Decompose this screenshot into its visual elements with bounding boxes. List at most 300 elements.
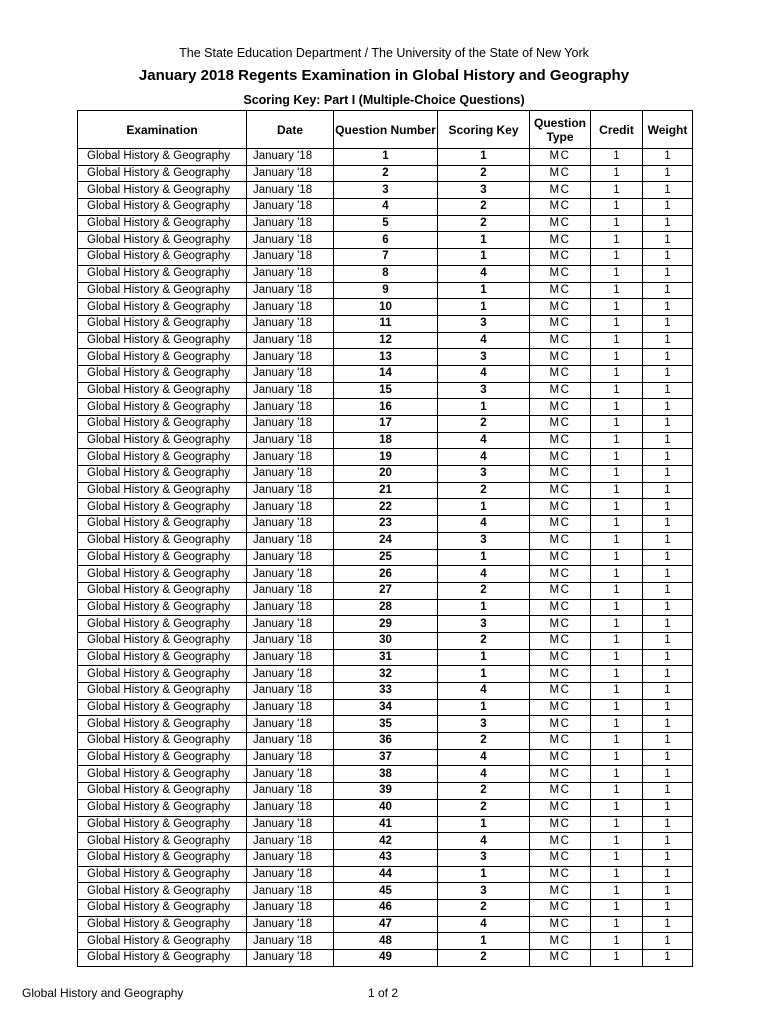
cell-date: January '18 [247,499,334,516]
cell-weight: 1 [643,632,693,649]
cell-question-type: MC [530,499,591,516]
cell-examination: Global History & Geography [78,716,247,733]
cell-examination: Global History & Geography [78,332,247,349]
cell-date: January '18 [247,566,334,583]
cell-question-type: MC [530,482,591,499]
cell-question-type: MC [530,315,591,332]
cell-credit: 1 [591,566,643,583]
cell-weight: 1 [643,382,693,399]
cell-date: January '18 [247,783,334,800]
cell-question-number: 39 [334,783,438,800]
table-row [78,482,693,499]
cell-question-type: MC [530,149,591,166]
cell-scoring-key: 2 [438,215,530,232]
table-row [78,733,693,750]
table-row [78,866,693,883]
cell-question-number: 35 [334,716,438,733]
exam-title: January 2018 Regents Examination in Global History and Geography [138,67,630,84]
cell-credit: 1 [591,883,643,900]
cell-date: January '18 [247,182,334,199]
cell-weight: 1 [643,950,693,967]
table-row [78,299,693,316]
cell-date: January '18 [247,315,334,332]
cell-question-type: MC [530,449,591,466]
department-header: The State Education Department / The University of the State of New York [179,46,589,60]
cell-examination: Global History & Geography [78,683,247,700]
table-body [78,149,693,967]
cell-question-number: 33 [334,683,438,700]
cell-examination: Global History & Geography [78,265,247,282]
cell-question-number: 7 [334,249,438,266]
cell-scoring-key: 2 [438,165,530,182]
cell-weight: 1 [643,649,693,666]
cell-scoring-key: 3 [438,532,530,549]
table-row [78,816,693,833]
cell-credit: 1 [591,616,643,633]
cell-credit: 1 [591,532,643,549]
cell-credit: 1 [591,749,643,766]
table-row [78,716,693,733]
cell-examination: Global History & Geography [78,199,247,216]
table-row [78,265,693,282]
cell-date: January '18 [247,666,334,683]
cell-weight: 1 [643,499,693,516]
cell-question-number: 17 [334,416,438,433]
cell-question-number: 5 [334,215,438,232]
cell-question-number: 47 [334,916,438,933]
cell-scoring-key: 1 [438,699,530,716]
cell-credit: 1 [591,582,643,599]
cell-question-number: 8 [334,265,438,282]
cell-weight: 1 [643,566,693,583]
cell-question-type: MC [530,799,591,816]
cell-scoring-key: 1 [438,866,530,883]
col-header-examination: Examination [78,111,247,149]
cell-examination: Global History & Geography [78,833,247,850]
cell-date: January '18 [247,766,334,783]
table-row [78,950,693,967]
cell-date: January '18 [247,582,334,599]
cell-examination: Global History & Geography [78,866,247,883]
cell-question-number: 40 [334,799,438,816]
cell-question-number: 43 [334,849,438,866]
cell-credit: 1 [591,265,643,282]
cell-date: January '18 [247,933,334,950]
cell-question-number: 6 [334,232,438,249]
cell-credit: 1 [591,899,643,916]
cell-weight: 1 [643,833,693,850]
cell-scoring-key: 4 [438,916,530,933]
cell-credit: 1 [591,716,643,733]
cell-examination: Global History & Geography [78,783,247,800]
cell-credit: 1 [591,516,643,533]
cell-examination: Global History & Geography [78,849,247,866]
cell-examination: Global History & Geography [78,149,247,166]
cell-credit: 1 [591,649,643,666]
cell-question-number: 16 [334,399,438,416]
cell-question-type: MC [530,215,591,232]
table-row [78,232,693,249]
col-header-question-number: Question Number [334,111,438,149]
cell-scoring-key: 3 [438,883,530,900]
cell-weight: 1 [643,582,693,599]
cell-credit: 1 [591,466,643,483]
cell-examination: Global History & Geography [78,532,247,549]
cell-date: January '18 [247,866,334,883]
cell-credit: 1 [591,666,643,683]
cell-examination: Global History & Geography [78,432,247,449]
cell-question-type: MC [530,950,591,967]
cell-scoring-key: 3 [438,182,530,199]
cell-question-type: MC [530,282,591,299]
cell-scoring-key: 1 [438,816,530,833]
cell-weight: 1 [643,866,693,883]
cell-credit: 1 [591,766,643,783]
cell-date: January '18 [247,449,334,466]
cell-question-type: MC [530,749,591,766]
cell-weight: 1 [643,549,693,566]
cell-question-type: MC [530,733,591,750]
cell-weight: 1 [643,516,693,533]
cell-question-type: MC [530,632,591,649]
table-row [78,632,693,649]
cell-date: January '18 [247,232,334,249]
footer-subject: Global History and Geography [22,986,184,1000]
cell-examination: Global History & Geography [78,632,247,649]
col-header-scoring-key: Scoring Key [438,111,530,149]
cell-question-number: 45 [334,883,438,900]
cell-weight: 1 [643,215,693,232]
cell-question-number: 31 [334,649,438,666]
cell-date: January '18 [247,699,334,716]
cell-question-number: 2 [334,165,438,182]
cell-question-type: MC [530,599,591,616]
cell-examination: Global History & Geography [78,933,247,950]
cell-examination: Global History & Geography [78,616,247,633]
cell-examination: Global History & Geography [78,666,247,683]
cell-question-number: 21 [334,482,438,499]
cell-question-number: 3 [334,182,438,199]
cell-weight: 1 [643,149,693,166]
cell-question-number: 41 [334,816,438,833]
cell-question-number: 12 [334,332,438,349]
table-row [78,666,693,683]
table-row [78,349,693,366]
cell-weight: 1 [643,783,693,800]
cell-question-type: MC [530,683,591,700]
cell-question-type: MC [530,783,591,800]
table-row [78,833,693,850]
cell-weight: 1 [643,399,693,416]
cell-weight: 1 [643,349,693,366]
cell-credit: 1 [591,449,643,466]
cell-question-type: MC [530,516,591,533]
cell-weight: 1 [643,232,693,249]
cell-weight: 1 [643,449,693,466]
cell-scoring-key: 2 [438,199,530,216]
cell-date: January '18 [247,899,334,916]
cell-question-number: 48 [334,933,438,950]
cell-credit: 1 [591,149,643,166]
cell-examination: Global History & Geography [78,899,247,916]
cell-credit: 1 [591,632,643,649]
cell-date: January '18 [247,299,334,316]
cell-scoring-key: 3 [438,466,530,483]
footer-page-number: 1 of 2 [368,986,399,1000]
cell-scoring-key: 1 [438,282,530,299]
cell-date: January '18 [247,599,334,616]
table-row [78,499,693,516]
cell-scoring-key: 4 [438,766,530,783]
cell-examination: Global History & Geography [78,299,247,316]
cell-scoring-key: 2 [438,899,530,916]
cell-scoring-key: 2 [438,733,530,750]
cell-date: January '18 [247,532,334,549]
cell-weight: 1 [643,432,693,449]
cell-scoring-key: 1 [438,149,530,166]
table-row [78,799,693,816]
cell-question-number: 42 [334,833,438,850]
cell-examination: Global History & Geography [78,315,247,332]
cell-credit: 1 [591,849,643,866]
cell-question-number: 24 [334,532,438,549]
cell-examination: Global History & Geography [78,449,247,466]
cell-question-type: MC [530,883,591,900]
cell-scoring-key: 4 [438,833,530,850]
cell-question-type: MC [530,766,591,783]
cell-question-type: MC [530,866,591,883]
cell-question-number: 44 [334,866,438,883]
cell-scoring-key: 3 [438,382,530,399]
cell-scoring-key: 1 [438,599,530,616]
cell-examination: Global History & Geography [78,883,247,900]
table-row [78,282,693,299]
table-row [78,699,693,716]
table-row [78,549,693,566]
col-header-credit: Credit [591,111,643,149]
cell-question-type: MC [530,582,591,599]
cell-credit: 1 [591,349,643,366]
table-row [78,532,693,549]
cell-weight: 1 [643,733,693,750]
cell-scoring-key: 2 [438,482,530,499]
cell-scoring-key: 2 [438,950,530,967]
cell-date: January '18 [247,249,334,266]
cell-weight: 1 [643,482,693,499]
cell-weight: 1 [643,599,693,616]
cell-weight: 1 [643,416,693,433]
cell-question-number: 25 [334,549,438,566]
cell-scoring-key: 4 [438,683,530,700]
cell-examination: Global History & Geography [78,816,247,833]
cell-examination: Global History & Geography [78,182,247,199]
cell-question-type: MC [530,299,591,316]
table-row [78,683,693,700]
cell-credit: 1 [591,933,643,950]
cell-scoring-key: 1 [438,666,530,683]
cell-credit: 1 [591,199,643,216]
cell-weight: 1 [643,165,693,182]
cell-credit: 1 [591,315,643,332]
col-header-weight: Weight [643,111,693,149]
cell-question-type: MC [530,666,591,683]
cell-question-number: 30 [334,632,438,649]
cell-credit: 1 [591,599,643,616]
cell-credit: 1 [591,332,643,349]
cell-question-type: MC [530,933,591,950]
cell-question-number: 38 [334,766,438,783]
cell-question-type: MC [530,382,591,399]
cell-question-number: 37 [334,749,438,766]
cell-credit: 1 [591,249,643,266]
cell-credit: 1 [591,432,643,449]
cell-credit: 1 [591,683,643,700]
cell-weight: 1 [643,265,693,282]
cell-scoring-key: 1 [438,399,530,416]
cell-scoring-key: 3 [438,716,530,733]
cell-examination: Global History & Geography [78,165,247,182]
cell-weight: 1 [643,332,693,349]
cell-date: January '18 [247,683,334,700]
cell-question-type: MC [530,182,591,199]
cell-scoring-key: 2 [438,632,530,649]
cell-weight: 1 [643,916,693,933]
cell-scoring-key: 2 [438,416,530,433]
cell-date: January '18 [247,416,334,433]
cell-examination: Global History & Geography [78,916,247,933]
cell-examination: Global History & Geography [78,249,247,266]
cell-question-number: 46 [334,899,438,916]
cell-scoring-key: 3 [438,616,530,633]
cell-date: January '18 [247,716,334,733]
cell-date: January '18 [247,549,334,566]
cell-date: January '18 [247,466,334,483]
cell-date: January '18 [247,833,334,850]
cell-date: January '18 [247,632,334,649]
cell-question-type: MC [530,532,591,549]
cell-weight: 1 [643,899,693,916]
cell-credit: 1 [591,699,643,716]
cell-credit: 1 [591,399,643,416]
col-header-date: Date [247,111,334,149]
table-row [78,399,693,416]
cell-question-number: 11 [334,315,438,332]
cell-date: January '18 [247,733,334,750]
cell-question-number: 14 [334,365,438,382]
cell-scoring-key: 4 [438,749,530,766]
cell-examination: Global History & Geography [78,799,247,816]
table-row [78,249,693,266]
cell-credit: 1 [591,299,643,316]
cell-question-type: MC [530,699,591,716]
cell-weight: 1 [643,532,693,549]
cell-question-type: MC [530,416,591,433]
cell-date: January '18 [247,916,334,933]
cell-question-type: MC [530,432,591,449]
cell-examination: Global History & Geography [78,582,247,599]
cell-scoring-key: 1 [438,249,530,266]
cell-question-type: MC [530,165,591,182]
cell-date: January '18 [247,482,334,499]
cell-weight: 1 [643,365,693,382]
cell-question-type: MC [530,566,591,583]
cell-weight: 1 [643,666,693,683]
cell-question-number: 13 [334,349,438,366]
cell-examination: Global History & Geography [78,699,247,716]
cell-date: January '18 [247,282,334,299]
cell-credit: 1 [591,816,643,833]
cell-weight: 1 [643,299,693,316]
cell-question-number: 19 [334,449,438,466]
cell-question-number: 15 [334,382,438,399]
cell-scoring-key: 4 [438,432,530,449]
table-row [78,215,693,232]
cell-date: January '18 [247,215,334,232]
cell-credit: 1 [591,866,643,883]
cell-credit: 1 [591,783,643,800]
cell-scoring-key: 1 [438,499,530,516]
cell-examination: Global History & Geography [78,649,247,666]
table-row [78,916,693,933]
cell-date: January '18 [247,349,334,366]
cell-date: January '18 [247,516,334,533]
cell-scoring-key: 1 [438,933,530,950]
table-header-row [78,111,693,149]
cell-question-type: MC [530,332,591,349]
cell-date: January '18 [247,816,334,833]
cell-question-number: 49 [334,950,438,967]
table-row [78,766,693,783]
cell-examination: Global History & Geography [78,365,247,382]
cell-examination: Global History & Geography [78,766,247,783]
cell-question-type: MC [530,616,591,633]
cell-weight: 1 [643,816,693,833]
cell-question-number: 1 [334,149,438,166]
cell-credit: 1 [591,833,643,850]
cell-examination: Global History & Geography [78,466,247,483]
cell-question-number: 29 [334,616,438,633]
cell-weight: 1 [643,282,693,299]
table-row [78,783,693,800]
cell-date: January '18 [247,950,334,967]
cell-question-type: MC [530,199,591,216]
cell-scoring-key: 3 [438,849,530,866]
table-row [78,599,693,616]
cell-date: January '18 [247,149,334,166]
cell-credit: 1 [591,799,643,816]
cell-credit: 1 [591,482,643,499]
cell-scoring-key: 3 [438,315,530,332]
cell-date: January '18 [247,616,334,633]
cell-scoring-key: 1 [438,649,530,666]
cell-question-number: 9 [334,282,438,299]
cell-examination: Global History & Geography [78,549,247,566]
cell-weight: 1 [643,699,693,716]
table-row [78,566,693,583]
cell-date: January '18 [247,399,334,416]
cell-scoring-key: 4 [438,449,530,466]
cell-question-type: MC [530,833,591,850]
cell-question-type: MC [530,549,591,566]
table-row [78,315,693,332]
cell-credit: 1 [591,733,643,750]
cell-examination: Global History & Geography [78,733,247,750]
cell-examination: Global History & Geography [78,349,247,366]
cell-date: January '18 [247,165,334,182]
cell-examination: Global History & Geography [78,749,247,766]
cell-date: January '18 [247,432,334,449]
cell-examination: Global History & Geography [78,282,247,299]
